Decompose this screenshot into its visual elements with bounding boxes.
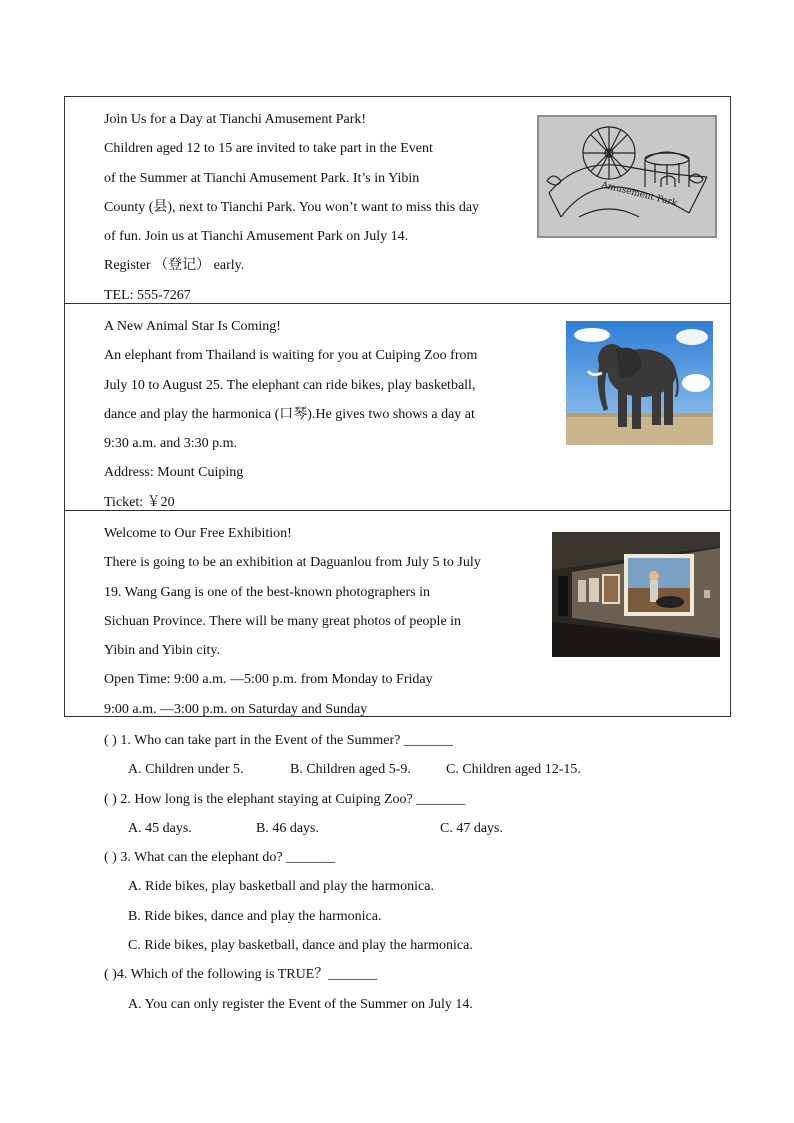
option-b: B. Ride bikes, dance and play the harmonica.: [128, 908, 382, 924]
question-1: ( ) 1. Who can take part in the Event of the Summer? _______: [104, 733, 453, 748]
ad-open-time: Open Time: 9:00 a.m. —5:00 p.m. from Monday to Friday: [104, 672, 433, 688]
elephant-icon: [566, 321, 713, 445]
option-b: B. 46 days.: [256, 820, 319, 836]
ad-line: Register （登记） early.: [104, 258, 245, 274]
ad-line: An elephant from Thailand is waiting for you at Cuiping Zoo from: [104, 348, 478, 364]
photo-exhibition-text: [104, 519, 481, 724]
ad-title: Join Us for a Day at Tianchi Amusement Park!: [104, 112, 367, 127]
elephant-show-text: [104, 312, 477, 517]
ad-line: There is going to be an exhibition at Daguanlou from July 5 to July: [104, 555, 481, 571]
gallery-icon: [552, 532, 720, 657]
ad-line: of fun. Join us at Tianchi Amusement Park on July 14.: [104, 229, 409, 245]
ad-line: Children aged 12 to 15 are invited to take part in the Event: [104, 141, 433, 157]
elephant-show-ad: [64, 303, 731, 511]
question-1-options: [104, 755, 664, 784]
ad-line: 9:30 a.m. and 3:30 p.m.: [104, 436, 237, 452]
ad-line: July 10 to August 25. The elephant can ride bikes, play basketball,: [104, 377, 476, 393]
ad-open-time-weekend: 9:00 a.m. —3:00 p.m. on Saturday and Sunday: [104, 701, 368, 717]
ad-ticket: Ticket: ￥20: [104, 494, 175, 510]
amusement-park-drawing: [537, 115, 717, 238]
ad-phone: TEL: 555-7267: [104, 287, 191, 303]
option-a: A. Ride bikes, play basketball and play the harmonica.: [128, 879, 434, 895]
ad-address: Address: Mount Cuiping: [104, 465, 244, 481]
question-2-options: [104, 814, 664, 843]
option-c: C. Ride bikes, play basketball, dance and play the harmonica.: [128, 938, 473, 954]
ad-title: Welcome to Our Free Exhibition!: [104, 526, 292, 541]
ferris-wheel-icon: [539, 117, 715, 236]
elephant-photo: [566, 321, 713, 445]
amusement-park-ad: [64, 96, 731, 304]
photo-exhibition-ad: [64, 510, 731, 717]
svg-text:Amusement Park: Amusement Park: [600, 180, 679, 209]
option-a: A. Children under 5.: [128, 762, 244, 778]
option-c: C. 47 days.: [440, 820, 503, 836]
amusement-park-text: [104, 105, 479, 310]
ad-line: dance and play the harmonica (口琴).He gives two shows a day at: [104, 406, 475, 422]
option-a: A. You can only register the Event of the Summer on July 14.: [128, 996, 473, 1012]
reading-questions: [104, 726, 664, 1019]
ad-line: of the Summer at Tianchi Amusement Park. It’s in Yibin: [104, 170, 420, 186]
gallery-photo: [552, 532, 720, 657]
option-a: A. 45 days.: [128, 820, 192, 836]
option-c: C. Children aged 12-15.: [446, 762, 581, 778]
option-b: B. Children aged 5-9.: [290, 762, 411, 778]
ad-title: A New Animal Star Is Coming!: [104, 319, 281, 334]
ad-line: Sichuan Province. There will be many great photos of people in: [104, 613, 462, 629]
ad-line: Yibin and Yibin city.: [104, 643, 221, 659]
question-2: ( ) 2. How long is the elephant staying at Cuiping Zoo? _______: [104, 791, 466, 807]
question-3: ( ) 3. What can the elephant do? _______: [104, 850, 336, 866]
ad-line: 19. Wang Gang is one of the best-known photographers in: [104, 584, 430, 600]
question-4: ( )4. Which of the following is TRUE？_______: [104, 967, 378, 983]
ad-line: County (县), next to Tianchi Park. You won’t want to miss this day: [104, 199, 480, 215]
